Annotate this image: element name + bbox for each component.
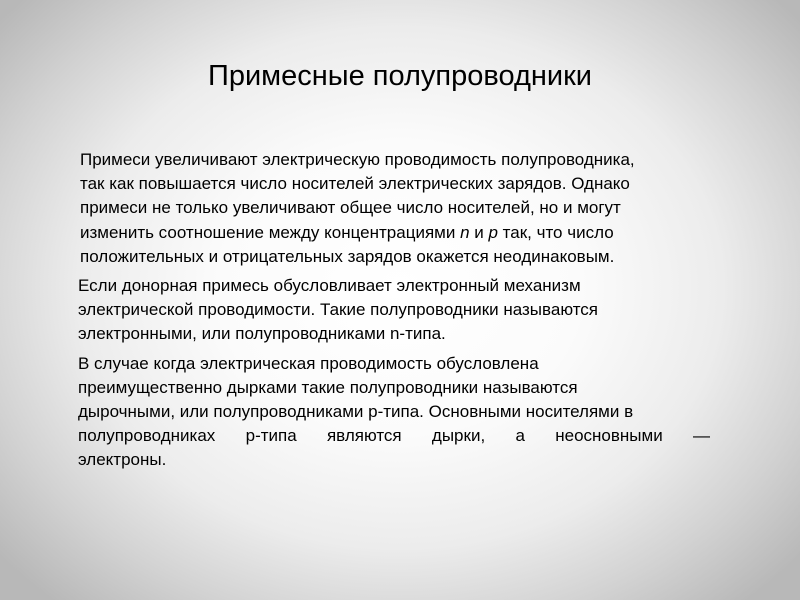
text-line: электронными, или полупроводниками n-типа. [78,324,446,344]
text-line: примеси не только увеличивают общее число носителей, но и могут [80,198,621,218]
text-line: так как повышается число носителей электрических зарядов. Однако [80,174,630,194]
text-fragment: изменить соотношение между концентрациями [80,222,461,242]
text-line: положительных и отрицательных зарядов окажется неодинаковым. [80,246,615,266]
text-fragment: так, что число [497,222,614,242]
text-line: дырочными, или полупроводниками p-типа. Основными носителями в [78,402,634,422]
slide-body [78,148,710,478]
variable-n: n [460,222,470,242]
text-line: электроны. [78,450,167,470]
paragraph-n-type [78,274,710,347]
text-line: Примеси увеличивают электрическую проводимость полупроводника, [80,150,635,169]
text-line-with-variables [78,221,710,245]
text-fragment: и [469,222,489,242]
variable-p: p [488,222,498,242]
paragraph-p-type [78,352,710,473]
paragraph-impurities-effect [78,148,710,269]
slide-title: Примесные полупроводники [208,60,592,92]
text-line: полупроводниках p-типа являются дырки, а неосновными — [78,426,710,446]
text-line: преимущественно дырками такие полупроводники называются [78,377,578,397]
text-line: В случае когда электрическая проводимость обусловлена [78,353,539,373]
text-line: Если донорная примесь обусловливает электронный механизм [78,276,581,296]
text-line: электрической проводимости. Такие полупроводники называются [78,300,599,320]
